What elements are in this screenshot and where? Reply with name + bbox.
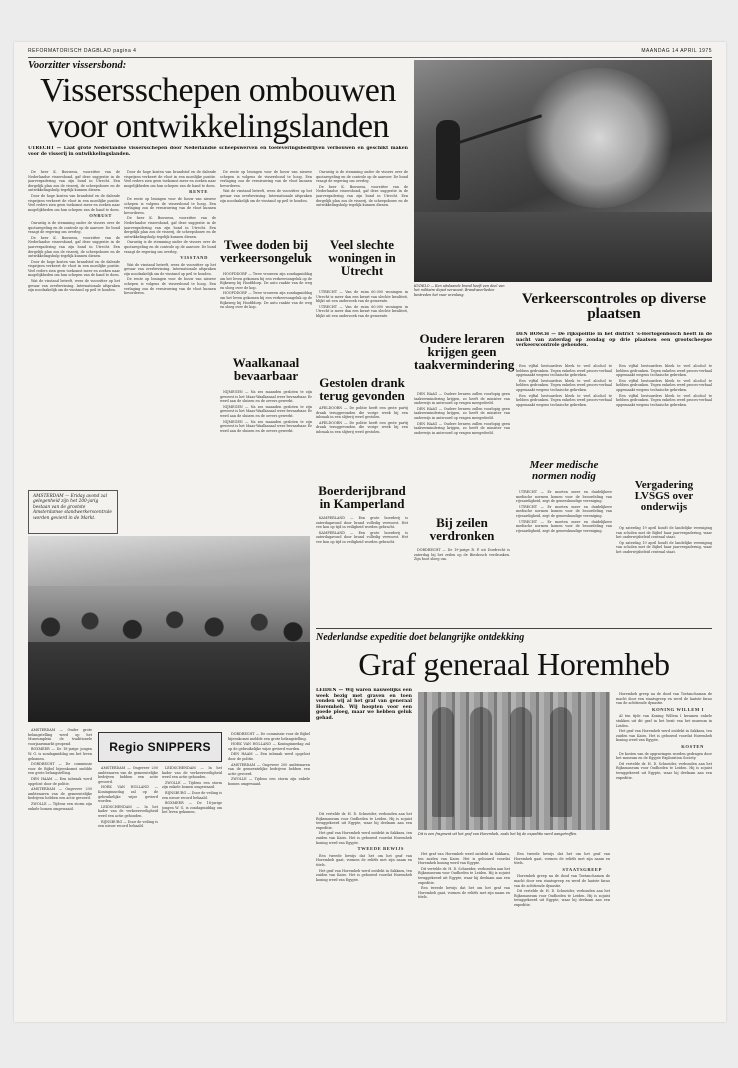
waalkanaal-para: NIJMEGEN — Na zes maanden gesloten te zijn geweest is het Maas-Waalkanaal weer bevaarbaar. Er werd aan de sluizen en de oevers gewerkt. bbox=[220, 404, 312, 418]
horemheb-headline: Graf generaal Horemheb bbox=[358, 646, 670, 682]
regio-item: AMSTERDAM — Ongeveer 200 ambtenaren van de gemeentelijke bedrijven hebben een actie gevoerd. bbox=[28, 787, 92, 801]
verkeerscontroles-headline: Verkeerscontroles op diverse plaatsen bbox=[521, 291, 707, 322]
horemheb-para: Dit vertelde dr. H. D. Schneider, verbonden aan het Rijksmuseum voor Oudheden te Leiden. Hij is zojuist teruggekeerd uit Egypte, waar hij deelnam aan een expeditie. bbox=[616, 761, 712, 780]
relief-figure bbox=[510, 707, 532, 817]
waalkanaal-para: NIJMEGEN — Na zes maanden gesloten te zijn geweest is het Maas-Waalkanaal weer bevaarbaar. Er werd aan de sluizen en de oevers gewerkt. bbox=[220, 390, 312, 404]
horemheb-para: Het graf van Horemheb werd ontdekt in Sakkara, ten zuiden van Kairo. Het is gebouwd voordat Horemheb koning werd van Egypte. bbox=[316, 831, 412, 845]
main-para: De heer K. Bouwens, voorzitter van de Nederlandse vissersbond, gaf deze suggestie in de jaarvergadering van zijn bond in Utrecht. Een dergelijk plan zou de visserij, de scheepsbouw en de ontwikkelingshulp tegelijk kunnen dienen. bbox=[316, 184, 408, 208]
horemheb-kicker: Nederlandse expeditie doet belangrijke ontdekking bbox=[316, 632, 525, 643]
horemheb-subhead-staatsgreep: STAATSGREEP bbox=[562, 866, 602, 872]
regio-item: DORDRECHT — De commissie voor de Bijbel bijeenkomst meldde een grote belangstelling. bbox=[228, 732, 310, 741]
main-subhead-onrust: ONRUST bbox=[89, 213, 112, 219]
main-col-3 bbox=[220, 170, 312, 234]
horemheb-para: Het graf van Horemheb werd ontdekt in Sakkara, ten zuiden van Kairo. Het is gebouwd voordat Horemheb koning werd van Egypte. bbox=[418, 852, 510, 866]
leraren-para: DEN HAAG — Oudere leraren zullen voorlopig geen taakvermindering krijgen, zo heeft de minister van onderwijs in antwoord op vragen meegedeeld. bbox=[414, 392, 510, 406]
main-para: De rente op leningen voor de bouw van nieuwe schepen is volgens de vissersbond te hoog. Een verlaging zou de vernieuwing van de vloot kunnen bevorderen. bbox=[220, 170, 312, 188]
medische-para: UTRECHT — Er moeten meer en duidelijkere medische normen komen voor de beoordeling van rijvaardigheid, zegt de geneeskundige vereniging. bbox=[516, 490, 612, 504]
quote-text: AMSTERDAM — Eriday avond zal gelegenheid zijn het 200-jarig bestaan van de grootste Amsterdamse standwerkerscentrale worden gevierd in de Markt. bbox=[33, 494, 112, 521]
leraren-headline: Oudere leraren krijgen geen taakvermindering bbox=[414, 331, 515, 372]
main-kicker: Voorzitter vissersbond: bbox=[28, 60, 127, 71]
regio-item: LEIDSCHENDAM — In het kader van de verkeersveiligheid werd een actie gehouden. bbox=[98, 804, 158, 818]
regio-item: RIJNSBURG — Door de veiling is een nieuw record behaald. bbox=[98, 819, 158, 829]
main-col-2 bbox=[124, 170, 216, 448]
verkeerscontroles-para: Een vijftal bestuurders bleek te veel alcohol te hebben gedronken. Tegen enkelen werd proces-verbaal opgemaakt wegens technische gebreken. bbox=[616, 364, 712, 378]
main-lead: UTRECHT — Laat grote Nederlandse vissersschepen door Nederlandse scheepswerven en toeleveringsbedrijven verbouwen en geschikt maken voor de visserij in ontwikkelingslanden. bbox=[28, 146, 408, 157]
horemheb-para: Een tweede bewijs dat het om het graf van Horemheb gaat, vormen de reliëfs met zijn naam en titels. bbox=[316, 853, 412, 867]
horemheb-rule bbox=[316, 628, 712, 629]
relief-figure bbox=[470, 707, 492, 817]
vergadering-para: Op zaterdag 19 april houdt de landelijke vereniging van scholen met de Bijbel haar jaarvergadering, waar het onderwijsbeleid centraal staat. bbox=[616, 526, 712, 540]
boerderij-para: KAMPERLAND — Een grote boerderij is zaterdagavond door brand volledig verwoest. Het vee kon op tijd in veiligheid worden gebracht. bbox=[316, 530, 408, 544]
photo-smoke bbox=[524, 68, 674, 208]
verkeerscontroles-col1 bbox=[516, 364, 612, 454]
photo-tent bbox=[28, 536, 310, 586]
regio-item: ZWOLLE — Tijdens een storm zijn enkele bomen omgewaaid. bbox=[228, 777, 310, 786]
newspaper-page bbox=[14, 42, 726, 1022]
waalkanaal-para: NIJMEGEN — Na zes maanden gesloten te zijn geweest is het Maas-Waalkanaal weer bevaarbaar. Er werd aan de sluizen en de oevers gewerkt. bbox=[220, 419, 312, 433]
horemheb-para: Het graf van Horemheb werd ontdekt in Sakkara, ten zuiden van Kairo. Het is gebouwd voordat Horemheb koning werd van Egypte. bbox=[316, 868, 412, 882]
main-para: Wat de visstand betreft, wees de voorzitter op het gevaar van overbevissing. Internationale afspraken zijn noodzakelijk om de visstand op peil te houden. bbox=[124, 262, 216, 276]
regio-item: ZWOLLE — Tijdens een storm zijn enkele bomen omgewaaid. bbox=[28, 801, 92, 811]
horemheb-para: Dit vertelde dr. H. D. Schneider, verbonden aan het Rijksmuseum voor Oudheden te Leiden. Hij is zojuist teruggekeerd uit Egypte, waar hij deelnam aan een expeditie. bbox=[514, 889, 610, 907]
main-para: Door de hoge kosten van brandstof en de dalende visprijzen verkeert de vloot in een moeilijke positie. Veel reders zien geen toekomst meer en zoeken naar mogelijkheden om hun schepen van de hand te doen. bbox=[28, 259, 120, 278]
medische-headline: Meer medische normen nodig bbox=[529, 459, 599, 482]
masthead bbox=[28, 48, 712, 58]
verkeersongeluk-body bbox=[220, 272, 312, 352]
regio-item: HOEK VAN HOLLAND — Koninginnedag zal op de gebruikelijke wijze gevierd worden. bbox=[98, 785, 158, 804]
horemheb-subhead-willem: KONING WILLEM I bbox=[651, 706, 704, 712]
photo-crowd-bodies bbox=[28, 642, 310, 722]
photo-firemen-caption: KUDELO — Een uitslaande brand heeft een deel van het militaire depot verwoest. Brandweerlieden bestreden het vuur urenlang. bbox=[414, 284, 505, 297]
verkeerscontroles-lead: DEN BOSCH — De rijkspolitie in het district 's-Hertogenbosch heeft in de nacht van zaterdag op zondag op drie plaatsen een grootscheepse verkeerscontrole gehouden. bbox=[516, 332, 712, 349]
main-para: De heer K. Bouwens, voorzitter van de Nederlandse vissersbond, gaf deze suggestie in de jaarvergadering van zijn bond in Utrecht. Een dergelijk plan zou de visserij, de scheepsbouw en de ontwikkelingshulp tegelijk kunnen dienen. bbox=[28, 235, 120, 259]
woningen-body bbox=[316, 290, 408, 374]
vergadering-headline: Vergadering LVSGS over onderwijs bbox=[634, 479, 694, 513]
medische-para: UTRECHT — Er moeten meer en duidelijkere medische normen komen voor de beoordeling van rijvaardigheid, zegt de geneeskundige vereniging. bbox=[516, 519, 612, 533]
boerderij-para: KAMPERLAND — Een grote boerderij is zaterdagavond door brand volledig verwoest. Het vee kon op tijd in veiligheid worden gebracht. bbox=[316, 516, 408, 530]
photo-firemen bbox=[414, 60, 712, 282]
regio-item: LEIDSCHENDAM — In het kader van de verkeersveiligheid werd een actie gehouden. bbox=[162, 766, 222, 780]
verkeersongeluk-para: HOOFDDORP — Twee vrouwen zijn zondagmiddag om het leven gekomen bij een verkeersongeluk op de Rijksweg bij Hoofddorp. De auto raakte van de weg en sloeg over de kop. bbox=[220, 291, 312, 310]
regio-snippers-banner bbox=[98, 732, 222, 762]
gestolen-para: APELDOORN — De politie heeft een grote partij drank teruggevonden die vorige week bij een inbraak in een slijterij werd gestolen. bbox=[316, 406, 408, 420]
regio-item: HOEK VAN HOLLAND — Koninginnedag zal op de gebruikelijke wijze gevierd worden. bbox=[228, 742, 310, 751]
zeilen-body bbox=[414, 548, 510, 588]
waalkanaal-headline: Waalkanaal bevaarbaar bbox=[232, 355, 300, 383]
verkeersongeluk-para: HOOFDDORP — Twee vrouwen zijn zondagmiddag om het leven gekomen bij een verkeersongeluk op de Rijksweg bij Hoofddorp. De auto raakte van de weg en sloeg over de kop. bbox=[220, 272, 312, 290]
main-col-1 bbox=[28, 170, 120, 486]
regio-item: BOXMEER — De 18-jarige jongen W. G. is zondagmiddag om het leven gekomen. bbox=[162, 801, 222, 815]
main-headline-line2: voor ontwikkelingslanden bbox=[46, 108, 390, 145]
leraren-para: DEN HAAG — Oudere leraren zullen voorlopig geen taakvermindering krijgen, zo heeft de minister van onderwijs in antwoord op vragen meegedeeld. bbox=[414, 421, 510, 435]
main-para: De rente op leningen voor de bouw van nieuwe schepen is volgens de vissersbond te hoog. Een verlaging zou de vernieuwing van de vloot kunnen bevorderen. bbox=[124, 196, 216, 215]
gestolen-headline: Gestolen drank terug gevonden bbox=[319, 375, 405, 403]
regio-col-3 bbox=[162, 766, 222, 1016]
leraren-para: DEN HAAG — Oudere leraren zullen voorlopig geen taakvermindering krijgen, zo heeft de minister van onderwijs in antwoord op vragen meegedeeld. bbox=[414, 406, 510, 420]
verkeerscontroles-para: Een vijftal bestuurders bleek te veel alcohol te hebben gedronken. Tegen enkelen werd proces-verbaal opgemaakt wegens technische gebreken. bbox=[616, 393, 712, 407]
photo-ground bbox=[414, 212, 712, 282]
main-headline-line1: Vissersschepen ombouwen bbox=[40, 72, 396, 109]
leraren-body bbox=[414, 392, 510, 512]
main-para: Wat de visstand betreft, wees de voorzitter op het gevaar van overbevissing. Internationale afspraken zijn noodzakelijk om de visstand op peil te houden. bbox=[220, 189, 312, 203]
regio-col-1 bbox=[28, 728, 92, 1016]
horemheb-para: Een tweede bewijs dat het om het graf van Horemheb gaat, vormen de reliëfs met zijn naam en titels. bbox=[514, 852, 610, 866]
regio-item: BOXMEER — De 18-jarige jongen W. G. is zondagmiddag om het leven gekomen. bbox=[28, 747, 92, 761]
horemheb-para: Het graf van Horemheb werd ontdekt in Sakkara, ten zuiden van Kairo. Het is gebouwd voordat Horemheb koning werd van Egypte. bbox=[616, 729, 712, 743]
woningen-para: UTRECHT — Van de ruim 60.000 woningen in Utrecht is meer dan een kwart van slechte kwaliteit, blijkt uit een onderzoek van de gemeente. bbox=[316, 290, 408, 304]
verkeersongeluk-headline: Twee doden bij verkeersongeluk bbox=[220, 237, 312, 265]
vergadering-para: Op zaterdag 19 april houdt de landelijke vereniging van scholen met de Bijbel haar jaarvergadering, waar het onderwijsbeleid centraal staat. bbox=[616, 540, 712, 554]
main-para: Onrustig is de stemming onder de vissers over de quotaregeling en de controle op de aanvoer. De bond vraagt de regering om overleg. bbox=[28, 220, 120, 235]
horemheb-col-2 bbox=[418, 852, 510, 1016]
main-para: Door de hoge kosten van brandstof en de dalende visprijzen verkeert de vloot in een moeilijke positie. Veel reders zien geen toekomst meer en zoeken naar mogelijkheden om hun schepen van de hand te doen. bbox=[28, 193, 120, 212]
main-subhead-visstand: VISSTAND bbox=[180, 255, 208, 261]
photo-crowd bbox=[28, 536, 310, 722]
zeilen-para: DORDRECHT — De 19-jarige R. P. uit Dordrecht is zaterdag bij het zeilen op de Biesbosch verdronken. Zijn boot sloeg om. bbox=[414, 548, 510, 562]
regio-col-4 bbox=[228, 732, 310, 1016]
horemheb-para: Dit vertelde dr. H. D. Schneider, verbonden aan het Rijksmuseum voor Oudheden te Leiden. Hij is zojuist teruggekeerd uit Egypte, waar hij deelnam aan een expeditie. bbox=[418, 866, 510, 885]
horemheb-col-1 bbox=[316, 812, 412, 1016]
crowd-caption: AMSTERDAM — Onder grote belangstelling werd op het Museumplein de traditionele voorjaarsmarkt geopend. bbox=[28, 728, 92, 746]
horemheb-subhead-kosten: KOSTEN bbox=[681, 743, 704, 749]
regio-item: ZWOLLE — Tijdens een storm zijn enkele bomen omgewaaid. bbox=[162, 780, 222, 790]
masthead-left: REFORMATORISCH DAGBLAD pagina 4 bbox=[28, 48, 137, 54]
regio-item: RIJNSBURG — Door de veiling is een nieuw record behaald. bbox=[162, 790, 222, 800]
horemheb-para: De kosten van de opgravingen worden gedragen door het museum en de Egypte Exploration Society. bbox=[616, 751, 712, 761]
regio-item: AMSTERDAM — Ongeveer 200 ambtenaren van de gemeentelijke bedrijven hebben een actie gevoerd. bbox=[228, 762, 310, 776]
gestolen-para: APELDOORN — De politie heeft een grote partij drank teruggevonden die vorige week bij een inbraak in een slijterij werd gestolen. bbox=[316, 420, 408, 434]
verkeerscontroles-col2 bbox=[616, 364, 712, 476]
horemheb-col-3 bbox=[514, 852, 610, 1016]
zeilen-headline: Bij zeilen verdronken bbox=[429, 515, 495, 543]
gestolen-body bbox=[316, 406, 408, 480]
horemheb-para: Een tweede bewijs dat het om het graf van Horemheb gaat, vormen de reliëfs met zijn naam en titels. bbox=[418, 886, 510, 900]
main-subhead-rente: RENTE bbox=[189, 189, 208, 195]
main-para: De heer K. Bouwens, voorzitter van de Nederlandse vissersbond, gaf deze suggestie in de jaarvergadering van zijn bond in Utrecht. Een dergelijk plan zou de visserij, de scheepsbouw en de ontwikkelingshulp tegelijk kunnen dienen. bbox=[124, 216, 216, 239]
horemheb-subhead-bewijs: TWEEDE BEWIJS bbox=[357, 846, 404, 852]
verkeerscontroles-para: Een vijftal bestuurders bleek te veel alcohol te hebben gedronken. Tegen enkelen werd proces-verbaal opgemaakt wegens technische gebreken. bbox=[616, 378, 712, 392]
regio-col-2 bbox=[98, 766, 158, 1016]
main-para: Onrustig is de stemming onder de vissers over de quotaregeling en de controle op de aanvoer. De bond vraagt de regering om overleg. bbox=[124, 240, 216, 254]
main-para: De rente op leningen voor de bouw van nieuwe schepen is volgens de vissersbond te hoog. Een verlaging zou de vernieuwing van de vloot kunnen bevorderen. bbox=[124, 277, 216, 296]
photo-fireman bbox=[436, 120, 460, 200]
masthead-date: MAANDAG 14 APRIL 1975 bbox=[641, 48, 712, 54]
regio-item: AMSTERDAM — Ongeveer 200 ambtenaren van de gemeentelijke bedrijven hebben een actie gevoerd. bbox=[98, 766, 158, 784]
photo-relief-caption: Dit is een fragment uit het graf van Horemheb, zoals het bij de expeditie werd aangetroffen. bbox=[418, 832, 578, 836]
main-para: De heer K. Bouwens, voorzitter van de Nederlandse vissersbond, gaf deze suggestie in de jaarvergadering van zijn bond in Utrecht. Een dergelijk plan zou de visserij, de scheepsbouw en de ontwikkelingshulp tegelijk kunnen dienen. bbox=[28, 170, 120, 193]
quote-box bbox=[28, 490, 118, 534]
verkeerscontroles-para: Een vijftal bestuurders bleek te veel alcohol te hebben gedronken. Tegen enkelen werd proces-verbaal opgemaakt wegens technische gebreken. bbox=[516, 364, 612, 378]
woningen-para: UTRECHT — Van de ruim 60.000 woningen in Utrecht is meer dan een kwart van slechte kwaliteit, blijkt uit een onderzoek van de gemeente. bbox=[316, 304, 408, 318]
regio-item: DEN HAAM — Een inbraak werd opgelost door de politie. bbox=[228, 752, 310, 761]
boerderij-headline: Boerderijbrand in Kamperland bbox=[318, 483, 406, 511]
vergadering-body bbox=[616, 526, 712, 586]
regio-item: DEN HAAM — Een inbraak werd opgelost door de politie. bbox=[28, 776, 92, 786]
regio-snippers-label: Regio SNIPPERS bbox=[109, 740, 211, 754]
woningen-headline: Veel slechte woningen in Utrecht bbox=[328, 237, 396, 278]
waalkanaal-body bbox=[220, 390, 312, 530]
main-para: Wat de visstand betreft, wees de voorzitter op het gevaar van overbevissing. Internationale afspraken zijn noodzakelijk om de visstand op peil te houden. bbox=[28, 279, 120, 293]
medische-para: UTRECHT — Er moeten meer en duidelijkere medische normen komen voor de beoordeling van rijvaardigheid, zegt de geneeskundige vereniging. bbox=[516, 504, 612, 518]
horemheb-para: Horemheb greep na de dood van Toetanchamon de macht door een staatsgreep en werd de laatste farao van de achttiende dynastie. bbox=[616, 692, 712, 706]
photo-relief bbox=[418, 692, 610, 830]
relief-figure bbox=[432, 707, 454, 817]
verkeerscontroles-para: Een vijftal bestuurders bleek te veel alcohol te hebben gedronken. Tegen enkelen werd proces-verbaal opgemaakt wegens technische gebreken. bbox=[516, 378, 612, 392]
regio-item: DORDRECHT — De commissie voor de Bijbel bijeenkomst meldde een grote belangstelling. bbox=[28, 762, 92, 776]
verkeerscontroles-para: Een vijftal bestuurders bleek te veel alcohol te hebben gedronken. Tegen enkelen werd proces-verbaal opgemaakt wegens technische gebreken. bbox=[516, 393, 612, 407]
horemheb-para: Horemheb greep na de dood van Toetanchamon de macht door een staatsgreep en werd de laatste farao van de achttiende dynastie. bbox=[514, 874, 610, 888]
relief-figure bbox=[550, 707, 572, 817]
main-para: Door de hoge kosten van brandstof en de dalende visprijzen verkeert de vloot in een moeilijke positie. Veel reders zien geen toekomst meer en zoeken naar mogelijkheden om hun schepen van de hand te doen. bbox=[124, 170, 216, 188]
horemheb-col-4 bbox=[616, 692, 712, 1016]
boerderij-body bbox=[316, 516, 408, 576]
horemheb-lead: LEIDEN — Wij waren nauwelijks een week bezig met graven en toen vonden wij al het graf van generaal Horemheb. Wij hoopten voor een goede ploeg, maar we hebben geluk gehad. bbox=[316, 688, 412, 721]
horemheb-para: Al ten tijde van Koning Willem I kwamen enkele stukken uit dit graf in het bezit van het museum in Leiden. bbox=[616, 714, 712, 728]
medische-body bbox=[516, 490, 612, 586]
main-para: Onrustig is de stemming onder de vissers over de quotaregeling en de controle op de aanvoer. De bond vraagt de regering om overleg. bbox=[316, 170, 408, 184]
horemheb-para: Dit vertelde dr. H. D. Schneider, verbonden aan het Rijksmuseum voor Oudheden te Leiden. Hij is zojuist teruggekeerd uit Egypte, waar hij deelnam aan een expeditie. bbox=[316, 812, 412, 830]
